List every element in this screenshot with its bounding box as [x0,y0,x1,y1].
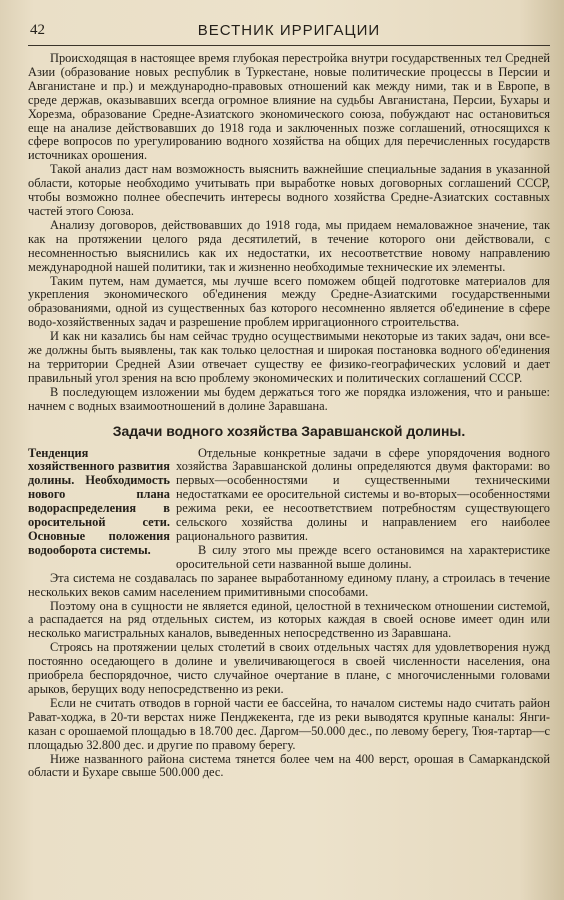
body-paragraph: Ниже названного района система тянется более чем на 400 верст, орошая в Самаркандской области и Бухаре свыше 500.000 дес. [28,751,550,780]
section-paragraph: Отдельные конкретные задачи в сфере упорядочения водного хозяйства Заравшанской долины определяются двумя факторами: во первых—особенностями и существенными техническими недостатками ее оросительной системы и во-вторых—особенностями режима реки, ее несоответствием потребностям существующего сельского хозяйства долины и направлением его наиболее рационального развития. [176,445,550,543]
intro-paragraph: Такой анализ даст нам возможность выяснить важнейшие специальные задания в указанной области, которые необходимо учитывать при выработке новых договорных соглашений СССР, чтобы возможно полнее обеспечить интересы водного хозяйства Средне-Азиатских составных частей этого Союза. [28,162,550,218]
body-paragraph: Если не считать отводов в горной части ее бассейна, то началом системы надо считать район Рават-ходжа, в 20-ти верстах ниже Пенджекента, где из реки выводятся крупные каналы: Янги-казан с орошаемой площадью в 18.700 дес. Даргом—50.000 дес., по левому берегу, Тюя-тартар—с площадью 32.800 дес. и другие по правому берегу. [28,695,550,752]
journal-title: ВЕСТНИК ИРРИГАЦИИ [197,22,381,39]
intro-paragraph: Таким путем, нам думается, мы лучше всего поможем общей подготовке материалов для укрепления экономического об'единения между Средне-Азиатскими государственными образованиями, одной из существенных баз которого несомненно является об'единение в сфере водо-хозяйственных задач и разрешение проблем ирригационного строительства. [28,273,550,330]
running-header [28,22,550,42]
section-first-column [176,447,550,572]
intro-paragraph: И как ни казались бы нам сейчас трудно осуществимыми некоторые из таких задач, они все-же должны быть выявлены, так как только целостная и широкая постановка водного об'единения на территории Средней Азии отвечает существу ее физико-географических условий и дает правильный угол зрения на всю проблему экономических и политических соглашений СССР. [28,329,550,385]
section-heading: Задачи водного хозяйства Заравшанской долины. [112,422,466,439]
body-paragraph: Эта система не создавалась по заранее выработанному единому плану, а строилась в течение нескольких веков самим населением примитивными способами. [28,570,550,599]
header-rule [28,45,550,46]
page-number: 42 [30,22,45,38]
section-paragraph-tail: В силу этого мы прежде всего остановимся на характеристике оросительной сети названной выше долины. [176,542,550,571]
intro-paragraph: В последующем изложении мы будем держаться того же порядка изложения, что и раньше: начнем с водных взаимоотношений в долине Заравшана. [28,384,550,413]
body-paragraph: Строясь на протяжении целых столетий в своих отдельных частях для удовлетворения нужд постоянно оседающего в долине и увеличивающегося в своей численности населения, она приобрела беспорядочное, чисто случайное очертание в плане, с многочисленными головами арыков, берущих воду непосредственно из реки. [28,640,550,696]
intro-paragraph: Происходящая в настоящее время глубокая перестройка внутри государственных тел Средней Азии (образование новых республик в Туркестане, новые политические процессы в Персии и Авганистане и пр.) и международно-правовых отношений как между ними, так и в Европе, в среде держав, оказывавших всегда огромное влияние на судьбы Авганистана, Персии, Бухары и Хорезма, образование Средне-Азиатского экономического союза, побуждают нас остановиться еще на анализе действовавших до 1918 года и заключенных позже соглашений, относящихся к сфере вопросов по урегулированию водного хозяйства на общих для перечисленных государств источниках орошения. [28,51,550,163]
section-intro [28,447,550,572]
body-paragraph: Поэтому она в сущности не является единой, целостной в техническом отношении системой, а распадается на ряд отдельных систем, из которых каждая в своей основе имеет один или несколько магистральных каналов, выведенных непосредственно из Заравшана. [28,598,550,641]
margin-sidenote: Тенденция хозяйственного развития долины. Необходимость нового плана водораспределения в оросительной сети. Основные положения водооборота системы. [28,445,170,557]
intro-paragraph: Анализу договоров, действовавших до 1918 года, мы придаем немаловажное значение, так как на протяжении целого ряда десятилетий, в течение которого они действовали, с несомненностью выяснились как их недостатки, их несоответствие новому направлению международной нашей политики, так и жизненно необходимые технические их элементы. [28,217,550,274]
